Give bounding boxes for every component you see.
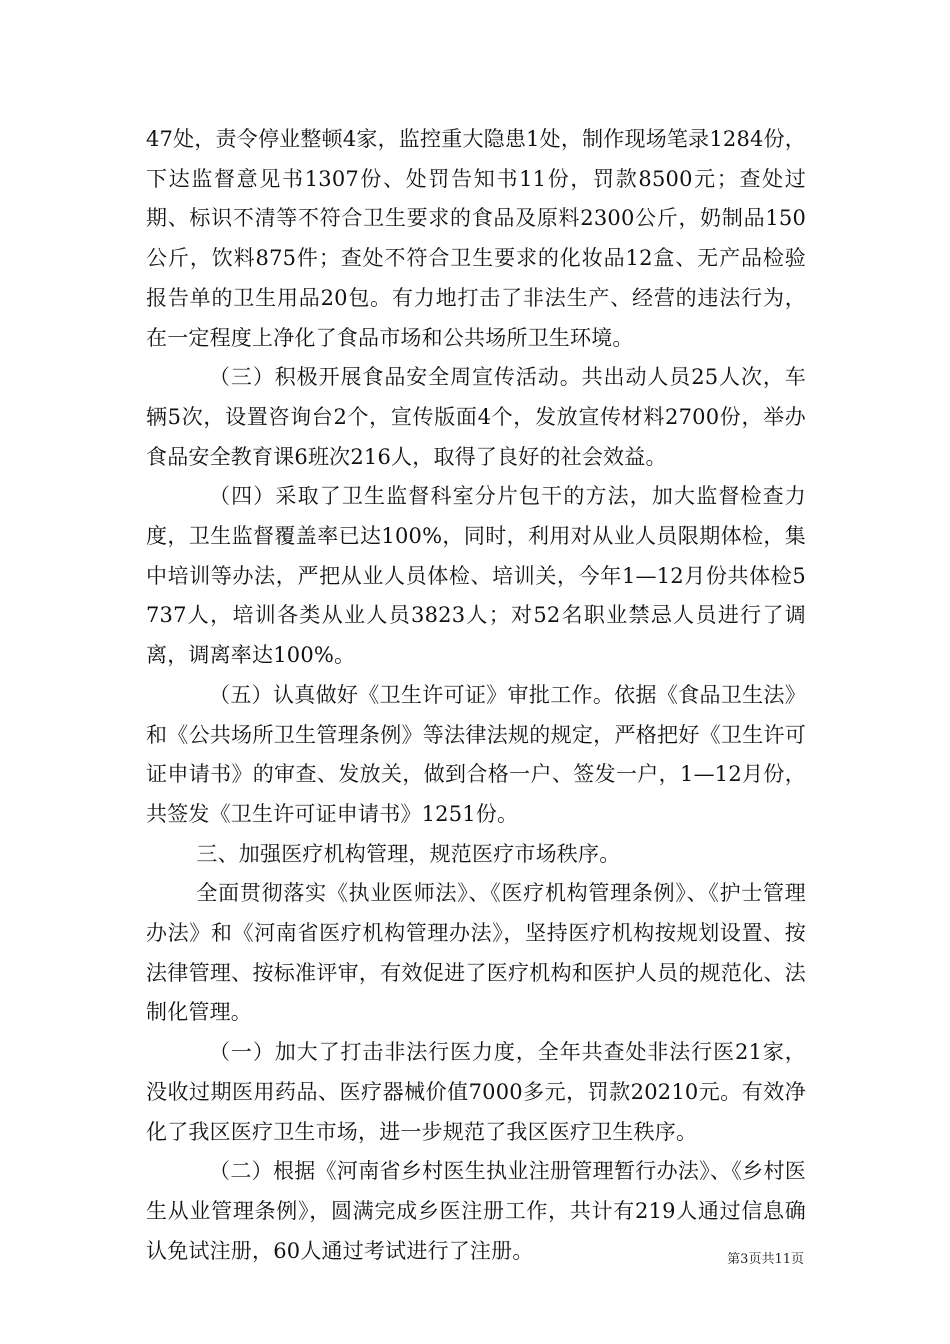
- paragraph-continuation: 47处，责令停业整顿4家，监控重大隐患1处，制作现场笔录1284份，下达监督意见书1307份、处罚告知书11份，罚款8500元；查处过期、标识不清等不符合卫生要求的食品及原料2300公斤，奶制品150公斤，饮料875件；查处不符合卫生要求的化妆品12盒、无产品检验报告单的卫生用品20包。有力地打击了非法生产、经营的违法行为，在一定程度上净化了食品市场和公共场所卫生环境。: [146, 127, 806, 350]
- paragraph-food-safety-week: （三）积极开展食品安全周宣传活动。共出动人员25人次，车辆5次，设置咨询台2个，宣传版面4个，发放宣传材料2700份，举办食品安全教育课6班次216人，取得了良好的社会效益。: [146, 365, 806, 469]
- page-number-footer: 第3页共11页: [727, 1252, 804, 1267]
- document-body: [146, 120, 806, 1271]
- paragraph-medical-regulations: 全面贯彻落实《执业医师法》、《医疗机构管理条例》、《护士管理办法》和《河南省医疗机构管理办法》，坚持医疗机构按规划设置、按法律管理、按标准评审，有效促进了医疗机构和医护人员的规范化、法制化管理。: [146, 881, 806, 1025]
- paragraph-supervision-coverage: （四）采取了卫生监督科室分片包干的方法，加大监督检查力度，卫生监督覆盖率已达100%，同时，利用对从业人员限期体检，集中培训等办法，严把从业人员体检、培训关，今年1—12月份共体检5737人，培训各类从业人员3823人；对52名职业禁忌人员进行了调离，调离率达100%。: [146, 484, 806, 668]
- paragraph-rural-doctor-registration: （二）根据《河南省乡村医生执业注册管理暂行办法》、《乡村医生从业管理条例》，圆满完成乡医注册工作，共计有219人通过信息确认免试注册，60人通过考试进行了注册。: [146, 1159, 806, 1263]
- paragraph-health-license: （五）认真做好《卫生许可证》审批工作。依据《食品卫生法》和《公共场所卫生管理条例》等法律法规的规定，严格把好《卫生许可证申请书》的审查、发放关，做到合格一户、签发一户，1—12月份，共签发《卫生许可证申请书》1251份。: [146, 682, 806, 826]
- paragraph-illegal-practice: （一）加大了打击非法行医力度，全年共查处非法行医21家，没收过期医用药品、医疗器械价值7000多元，罚款20210元。有效净化了我区医疗卫生市场，进一步规范了我区医疗卫生秩序。: [146, 1040, 806, 1144]
- section-heading-medical-institutions: 三、加强医疗机构管理，规范医疗市场秩序。: [196, 841, 621, 866]
